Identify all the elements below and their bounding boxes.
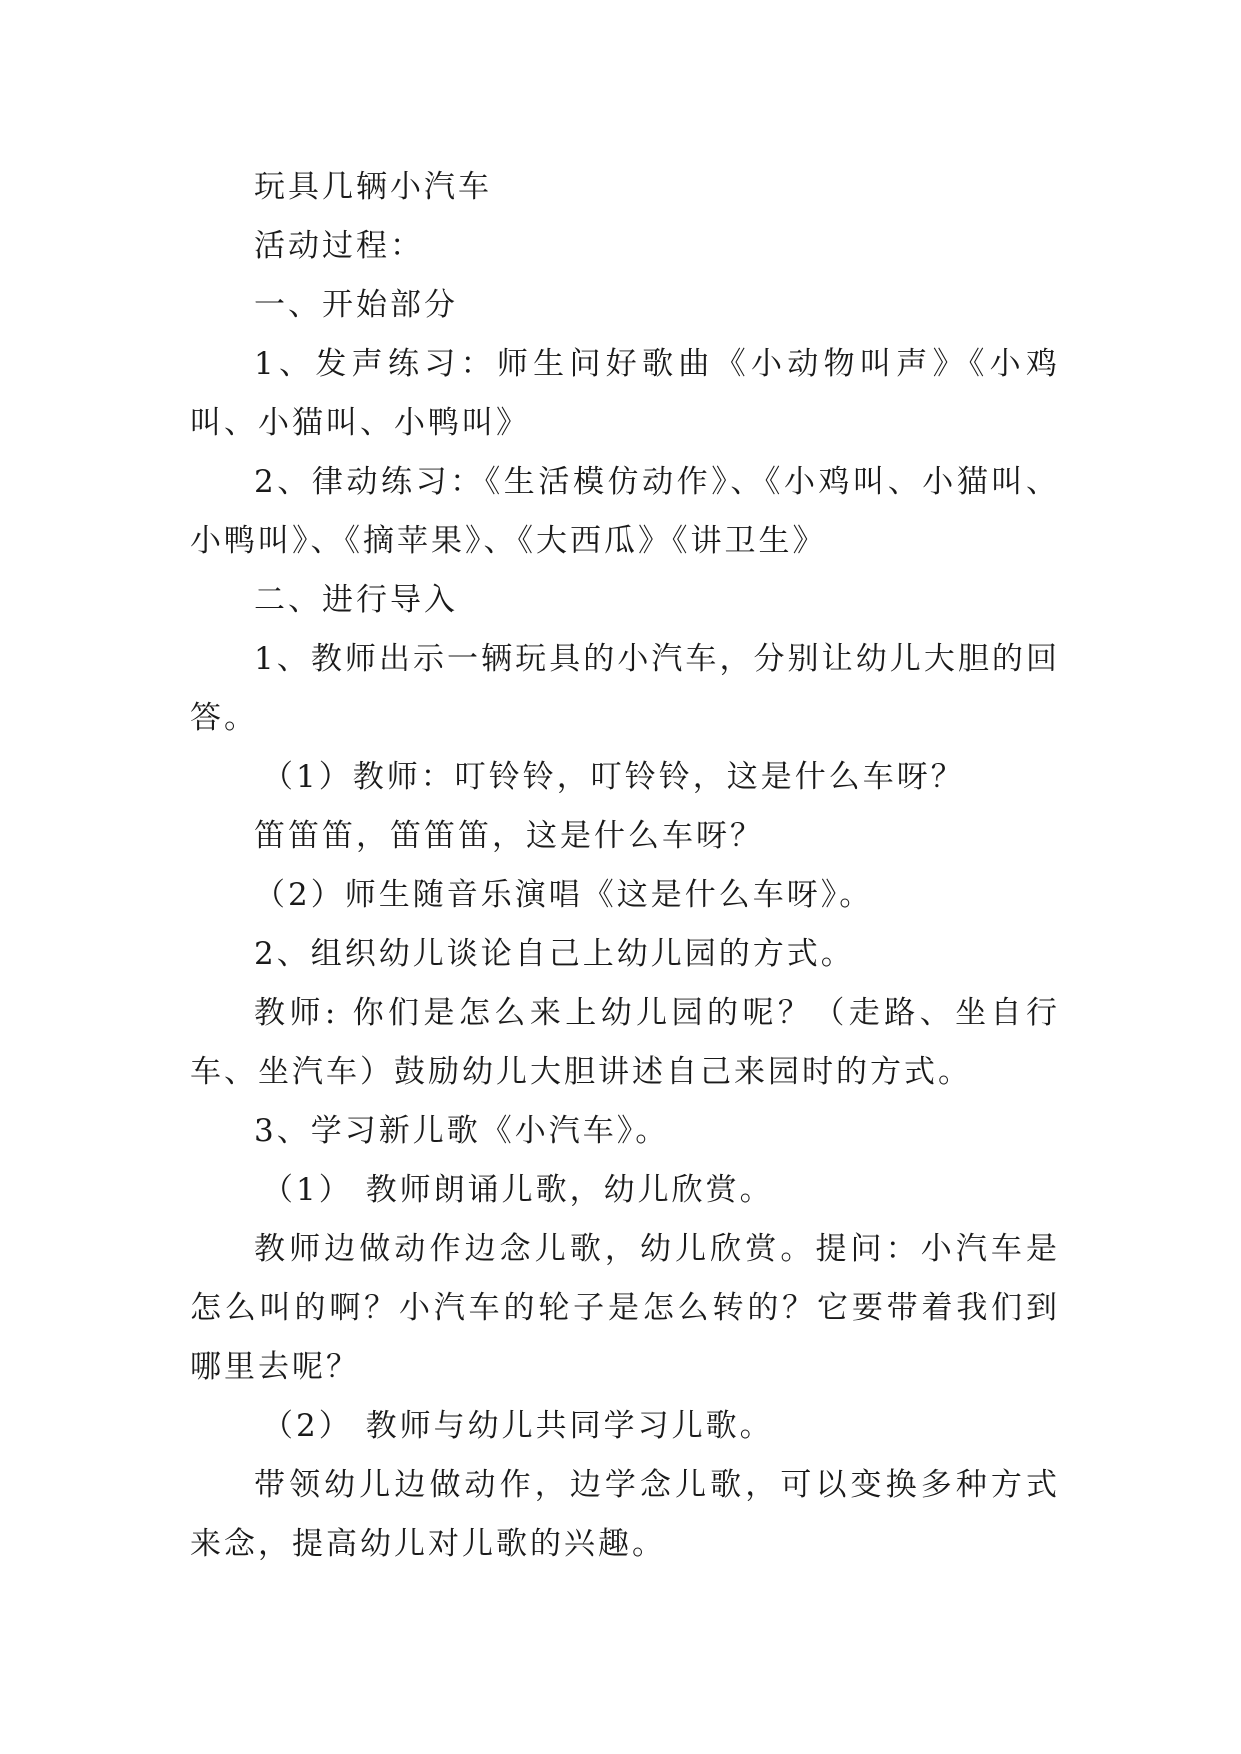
paragraph-vocal-practice: 1、发声练习：师生问好歌曲《小动物叫声》《小鸡叫、小猫叫、小鸭叫》 (190, 346, 1060, 441)
paragraph-show-toy-car: 1、教师出示一辆玩具的小汽车，分别让幼儿大胆的回答。 (190, 641, 1060, 736)
paragraph-learn-together: （2） 教师与幼儿共同学习儿歌。 (262, 1408, 774, 1444)
paragraph-teacher-actions: 教师边做动作边念儿歌，幼儿欣赏。提问：小汽车是怎么叫的啊？小汽车的轮子是怎么转的？它要带着我们到哪里去呢？ (190, 1231, 1060, 1385)
materials-line: 玩具几辆小汽车 (254, 169, 492, 205)
paragraph-lead-children: 带领幼儿边做动作，边学念儿歌，可以变换多种方式来念，提高幼儿对儿歌的兴趣。 (190, 1467, 1060, 1562)
section-heading-process: 活动过程： (254, 228, 424, 264)
paragraph-teacher-ask-commute: 教师: 你们是怎么来上幼儿园的呢？（走路、坐自行车、坐汽车）鼓励幼儿大胆讲述自己来园时的方式。 (190, 995, 1060, 1090)
paragraph-teacher-question-1: （1）教师：叮铃铃，叮铃铃，这是什么车呀？ (262, 759, 965, 795)
paragraph-rhythm-practice: 2、律动练习：《生活模仿动作》、《小鸡叫、小猫叫、小鸭叫》、《摘苹果》、《大西瓜》《讲卫生》 (190, 464, 1060, 559)
document-page (190, 158, 1060, 1574)
paragraph-teacher-question-2: 笛笛笛，笛笛笛，这是什么车呀？ (254, 818, 764, 854)
paragraph-teacher-recite: （1） 教师朗诵儿歌，幼儿欣赏。 (262, 1172, 774, 1208)
section-heading-intro: 二、进行导入 (254, 582, 458, 618)
section-heading-start: 一、开始部分 (254, 287, 458, 323)
paragraph-learn-song: 3、学习新儿歌《小汽车》。 (254, 1113, 670, 1149)
paragraph-sing-along: （2）师生随音乐演唱《这是什么车呀》。 (254, 877, 874, 913)
paragraph-discuss-commute: 2、组织幼儿谈论自己上幼儿园的方式。 (254, 936, 855, 972)
